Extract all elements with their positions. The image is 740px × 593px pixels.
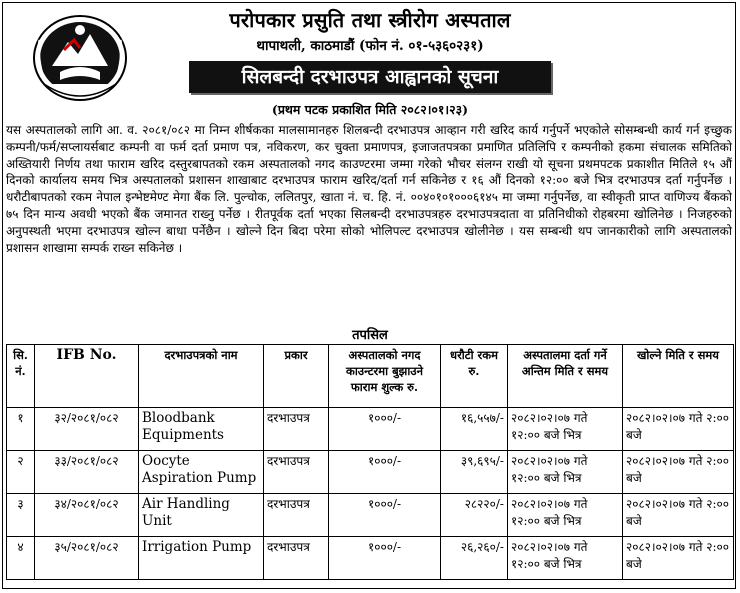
notice-body: यस अस्पतालको लागि आ. व. २०८१/०८२ मा निम्न शीर्षकका मालसामानहरु शिलबन्दी दरभाउपत्र आव्हान गरी खरिद कार्य गर्नुपर्ने भएकोले सोसम्बन्धी कार्य गर्न इच्छुक कम्पनी/फर्म/सप्लायर्सबाट कम्पनी वा फर्म दर्ता प्रमाण पत्र, नविकरण, कर चुक्ता प्रमाणपत्र, इजाजतपत्रका प्रमाणित प्रतिलिपि र कम्पनीको हकमा संचालक समितिको अख्तियारी निर्णय तथा फाराम खरिद दस्तुरबापतको रकम अस्पतालको नगद काउण्टरमा जम्मा गरेको भौचर संलग्न राखी यो सूचना प्रथमपटक प्रकाशीत मितिले १५ औं दिनको कार्यालय समय भित्र अस्पतालको प्रशासन शाखाबाट दरभाउपत्र फाराम खरिद/दर्ता गर्न सकिनेछ र १६ औं दिनको १२:०० बजे भित्र दरभाउपत्र दर्ता गर्नुपर्नेछ । धरौटीबापतको रकम नेपाल इन्भेष्टमेण्ट मेगा बैंक लि. पुल्चोक, ललितपुर, खाता नं. च. हि. नं. ००४०१०१०००६१४५ मा जम्मा गर्नुपर्नेछ, वा स्वीकृती प्राप्त वाणिज्य बैंकको ७५ दिन मान्य अवधी भएको बैंक जमानत राख्नु पर्नेछ । रीतपूर्वक दर्ता भएका सिलबन्दी दरभाउपत्रहरु दरभाउपत्रदाता वा प्रतिनिधीको रोहबरमा खोलिनेछ । निजहरुको अनुपस्थती भएमा दरभाउपत्र खोल्न बाधा पर्नेछैन । खोल्ने दिन बिदा परेमा सोको भोलिपल्ट दरभाउपत्र खोलीनेछ । यस सम्बन्धी थप जानकारीको लागि अस्पतालको प्रशासन शाखामा सम्पर्क राख्न सकिनेछ । — [6, 123, 732, 255]
hospital-name: परोपकार प्रसुति तथा स्त्रीरोग अस्पताल — [229, 8, 511, 32]
cell-name: Irrigation Pump — [139, 537, 264, 580]
header-deposit: धरौटी रकम रु. — [441, 345, 508, 408]
header-type: प्रकार — [264, 345, 329, 408]
cell-opening: २०८२।०२।०७ गते २:०० बजे — [623, 408, 734, 451]
bid-table — [6, 344, 734, 580]
cell-ifb: ३२/२०८१/०८२ — [35, 408, 139, 451]
cell-deadline: २०८२।०२।०७ गते १२:०० बजे भित्र — [508, 494, 623, 537]
cell-opening: २०८२।०२।०७ गते २:०० बजे — [623, 494, 734, 537]
cell-type: दरभाउपत्र — [264, 408, 329, 451]
cell-deadline: २०८२।०२।०७ गते १२:०० बजे भित्र — [508, 451, 623, 494]
table-row — [7, 494, 734, 537]
cell-type: दरभाउपत्र — [264, 537, 329, 580]
header-fee: अस्पतालको नगद काउन्टरमा बुझाउने फाराम शुल्क रु. — [329, 345, 441, 408]
notice-title: सिलबन्दी दरभाउपत्र आह्वानको सूचना — [189, 61, 551, 93]
cell-deposit: २८२२०/- — [441, 494, 508, 537]
cell-fee: १०००/- — [329, 494, 441, 537]
table-header-row — [7, 345, 734, 408]
publish-date: (प्रथम पटक प्रकाशित मिति २०८२।०१।२३) — [271, 102, 469, 117]
cell-fee: १०००/- — [329, 408, 441, 451]
table-row — [7, 537, 734, 580]
cell-deadline: २०८२।०२।०७ गते १२:०० बजे भित्र — [508, 408, 623, 451]
header-sn: सि. नं. — [7, 345, 35, 408]
cell-ifb: ३५/२०८१/०८२ — [35, 537, 139, 580]
cell-deadline: २०८२।०२।०७ गते १२:०० बजे भित्र — [508, 537, 623, 580]
table-caption: तपसिल — [352, 328, 388, 343]
nepal-government-emblem-icon — [30, 10, 130, 104]
header-name: दरभाउपत्रको नाम — [139, 345, 264, 408]
cell-type: दरभाउपत्र — [264, 494, 329, 537]
cell-name: Oocyte Aspiration Pump — [139, 451, 264, 494]
cell-deposit: २६,२६०/- — [441, 537, 508, 580]
cell-deposit: ३९,६९५/- — [441, 451, 508, 494]
cell-sn: ३ — [7, 494, 35, 537]
table-row — [7, 408, 734, 451]
cell-opening: २०८२।०२।०७ गते २:०० बजे — [623, 451, 734, 494]
cell-name: Air Handling Unit — [139, 494, 264, 537]
header-ifb: IFB No. — [35, 345, 139, 408]
cell-fee: १०००/- — [329, 451, 441, 494]
hospital-address: थापाथली, काठमाडौं (फोन नं. ०१-५३६०२३१) — [256, 38, 484, 54]
cell-ifb: ३४/२०८१/०८२ — [35, 494, 139, 537]
cell-name: Bloodbank Equipments — [139, 408, 264, 451]
table-row — [7, 451, 734, 494]
cell-ifb: ३३/२०८१/०८२ — [35, 451, 139, 494]
cell-type: दरभाउपत्र — [264, 451, 329, 494]
cell-sn: २ — [7, 451, 35, 494]
cell-deposit: १६,५५७/- — [441, 408, 508, 451]
header-opening: खोल्ने मिति र समय — [623, 345, 734, 408]
cell-fee: १०००/- — [329, 537, 441, 580]
cell-opening: २०८२।०२।०७ गते २:०० बजे — [623, 537, 734, 580]
cell-sn: १ — [7, 408, 35, 451]
header-deadline: अस्पतालमा दर्ता गर्ने अन्तिम मिति र समय — [508, 345, 623, 408]
cell-sn: ४ — [7, 537, 35, 580]
